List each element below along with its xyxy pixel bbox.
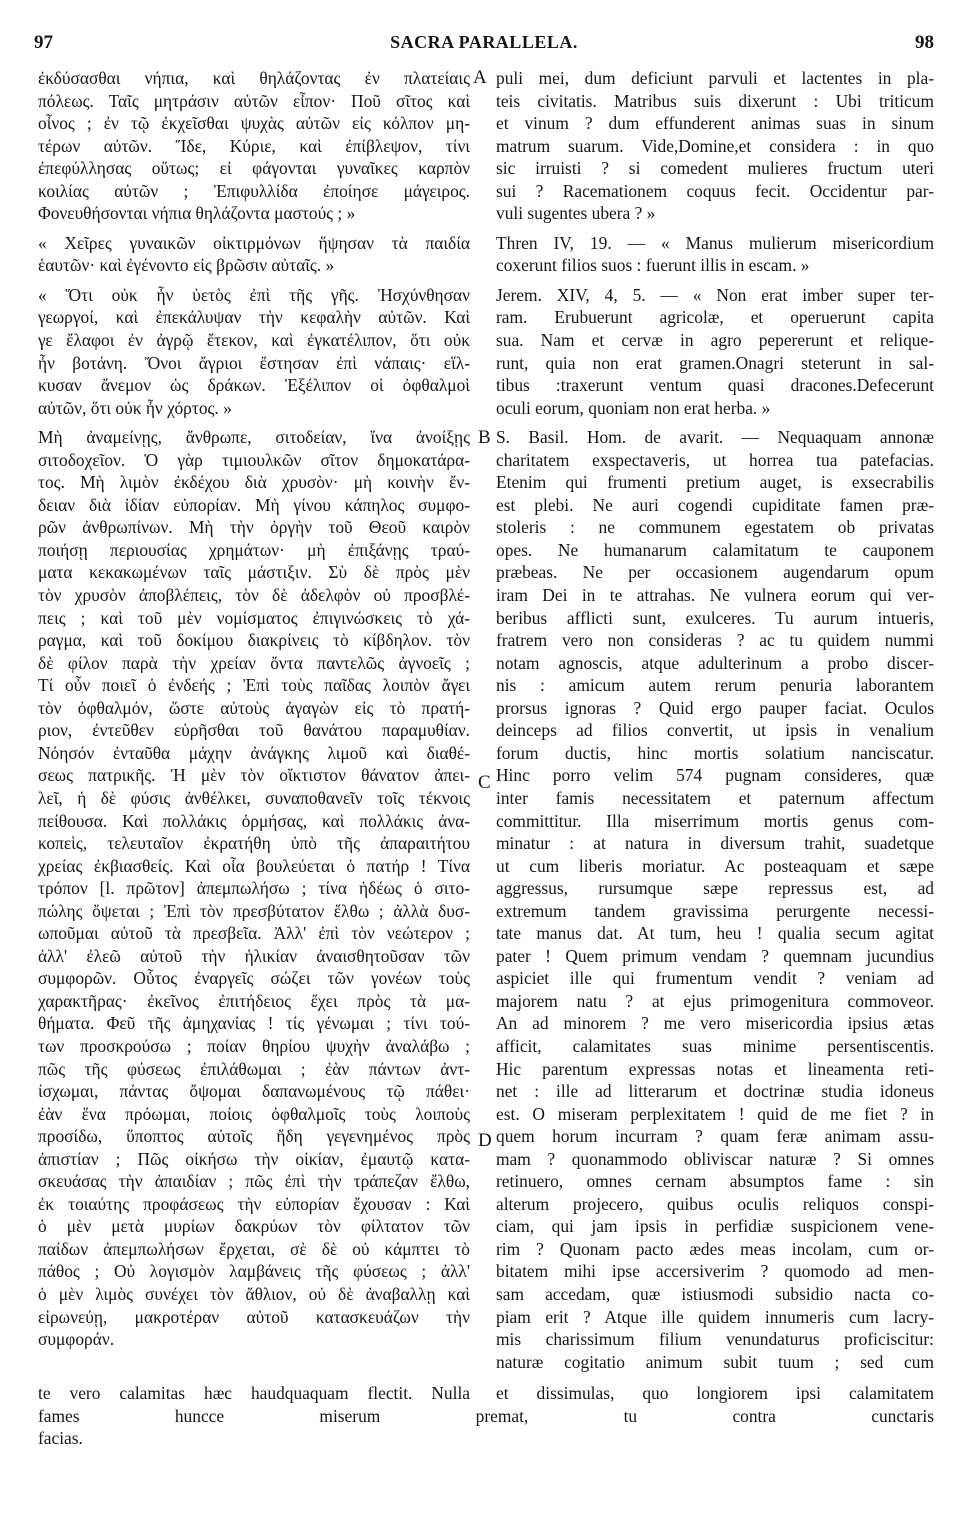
latin-text-line: S. Basil. Hom. de avarit. — Nequaquam annonæ: [496, 427, 934, 448]
greek-text-line: πόλεως. Ταῖς μητράσιν αὐτῶν εἶπον· Ποῦ σῖτος καὶ: [38, 90, 470, 111]
greek-text-line: κυσαν ἄνεμον ὡς δράκων. Ἐξέλιπον οἱ ὀφθαλμοὶ: [38, 375, 470, 396]
greek-text-line: « Ὅτι οὐκ ἦν ὑετὸς ἐπὶ τῆς γῆς. Ἠσχύνθησαν: [38, 284, 470, 305]
greek-text-line: ρῶν ἀνθρωπίνων. Μὴ τὴν ὀργὴν τοῦ Θεοῦ καιρὸν: [38, 517, 470, 538]
paragraph-gap: [38, 419, 470, 426]
greek-text-line: κοπεὶς, τελευταῖον ἐκρατήθη ὑπὸ τῆς ἀπαραιτήτου: [38, 833, 470, 854]
margin-marker-a: A: [473, 67, 487, 88]
greek-text-line: ἐπεφύλλησας οὕτως; εἰ φάγονται γυναῖκες καρπὸν: [38, 158, 470, 179]
latin-text-line: naturæ cogitatio animum subit tuum ; sed cum: [496, 1351, 934, 1372]
latin-text-line: oculi eorum, quoniam non erat herba. »: [496, 397, 771, 418]
greek-text-line: γε ἔλαφοι ἐν ἀγρῷ ἔτεκον, καὶ ἐγκατέλιπον, ὅτι οὐκ: [38, 330, 470, 351]
paragraph-gap: [38, 225, 470, 232]
greek-text-line: πείθουσα. Καὶ πολλάκις ὁρμήσας, καὶ πολλάκις ἀνα-: [38, 810, 470, 831]
greek-text-line: τρόπον [l. πρῶτον] ἀπεμπωλήσω ; τίνα ἡδέως ὁ σιτο-: [38, 878, 470, 899]
latin-text-line: An ad minorem ? me vero misericordia ipsius ætas: [496, 1013, 934, 1034]
latin-text-line: retinuero, omnes cernam absumptos fame : sin: [496, 1171, 934, 1192]
latin-text-line: ram. Erubuerunt agricolæ, et operuerunt capita: [496, 307, 934, 328]
paragraph-gap: [496, 277, 934, 284]
latin-text-line: ut cum liberis moriatur. Ac posteaquam et sæpe: [496, 855, 934, 876]
greek-text-line: Τί οὖν ποιεῖ ὁ ἐνδεής ; Ἐπὶ τοὺς παῖδας λοιπὸν ἄγει: [38, 675, 470, 696]
greek-text-line: κοιλίας αὐτῶν ; Ἐπιφυλλίδα ἐποίησε μάγειρος.: [38, 180, 470, 201]
latin-text-line: et vinum ? dum effunderent animas suas in sinum: [496, 113, 934, 134]
greek-text-line: σκευάσας τὴν ἀπαιδίαν ; πῶς ἐπὶ τὴν τράπεζαν ἔλθω,: [38, 1171, 470, 1192]
latin-text-line: mam ? quonammodo obliviscar naturæ ? Si omnes: [496, 1148, 934, 1169]
greek-text-line: Μὴ ἀναμείνῃς, ἄνθρωπε, σιτοδείαν, ἵνα ἀνοίξῃς: [38, 427, 470, 448]
latin-text-line: Etenim qui frumenti pretium auget, is exsecrabilis: [496, 472, 934, 493]
latin-text-line: sam accedam, quæ istiusmodi subsidio nacta co-: [496, 1283, 934, 1304]
greek-text-line: προσίδω, ὕποπτος αὐτοῖς ἤδη γεγενημένος πρὸς: [38, 1126, 470, 1147]
latin-text-line: nis : amicum autem rerum penuria laborantem: [496, 675, 934, 696]
greek-text-line: σεως πατρικῆς. Ἡ μὲν τὸν οἴκτιστον θάνατον ἀπει-: [38, 765, 470, 786]
greek-text-line: ἐὰν ἕνα πρόωμαι, ποίοις ὀφθαλμοῖς τοὺς λοιποὺς: [38, 1103, 470, 1124]
latin-text-line: est plebi. Ne auri cogendi cupiditate famen præ-: [496, 494, 934, 515]
greek-text-line: δειαν διὰ ἰδίαν εὐπορίαν. Μὴ γίνου κάπηλος συμφο-: [38, 494, 470, 515]
latin-text-line: mis charissimum filium venundaturus proficiscitur:: [496, 1329, 934, 1350]
greek-text-line: δὲ φίλον παρὰ τὴν χρείαν ὄντα παντελῶς ἀγνοεῖς ;: [38, 652, 470, 673]
greek-text-line: ποιήσῃ περιουσίας χρημάτων· μὴ ἐπιξάνῃς τραύ-: [38, 539, 470, 560]
latin-text-line: sic irruisti ? si comedent mulieres fructum uteri: [496, 158, 934, 179]
latin-text-line: aspiciet ille qui frumentum vendit ? veniam ad: [496, 968, 934, 989]
latin-text-line: beribus afflicti sunt, exulceres. Tu aurum intueris,: [496, 607, 934, 628]
greek-text-line: χρείας ἐκβιασθείς. Καὶ οἷα βουλεύεται ὁ πατήρ ! Τίνα: [38, 855, 470, 876]
closing-line: fames huncce miserum premat, tu contra cunctaris: [38, 1405, 934, 1426]
closing-paragraph: [38, 1382, 934, 1450]
greek-text-line: θήματα. Φεῦ τῆς ἀμηχανίας ! τίς γένωμαι ; τίνι τού-: [38, 1013, 470, 1034]
greek-text-line: ὁ μὲν λιμὸς συνέχει τὸν ἄθλιον, οὐ δὲ ἀναβαλλῃ καὶ: [38, 1283, 470, 1304]
paragraph-gap: [496, 419, 934, 426]
latin-text-line: tibus :traxerunt ventum quasi dracones.Defecerunt: [496, 375, 934, 396]
latin-text-line: inter famis necessitatem et paternum affectum: [496, 787, 934, 808]
latin-text-line: sua. Nam et cervæ in agro pepererunt et relique-: [496, 330, 934, 351]
latin-text-line: majorem natu ? at ejus primogenitura commoveor.: [496, 990, 934, 1011]
greek-text-line: γεωργοί, καὶ ἐπεκάλυψαν τὴν κεφαλὴν αὐτῶν. Καὶ: [38, 307, 470, 328]
greek-text-line: λεῖ, ἡ δὲ φύσις ἀνθέλκει, συναποθανεῖν τοῖς τέκνοις: [38, 787, 470, 808]
latin-text-line: stoleris : ne communem egestatem ob privatas: [496, 517, 934, 538]
greek-text-line: χαρακτῆρας· ἐκεῖνος ἐπιτήδειος ἔχει πρὸς τὰ μα-: [38, 990, 470, 1011]
latin-text-line: puli mei, dum deficiunt parvuli et lactentes in pla-: [496, 68, 934, 88]
greek-text-line: τὸν χρυσὸν ἀποβλέπεις, τὸν δὲ ἀδελφὸν οὐ προσβλέ-: [38, 585, 470, 606]
greek-text-line: ριον, ἐντεῦθεν εὑρῆσθαι τοῦ θανάτου παραμυθίαν.: [38, 720, 470, 741]
greek-text-line: ἦν βοτάνη. Ὄνοι ἄγριοι ἔστησαν ἐπὶ νάπαις· εἵλ-: [38, 352, 470, 373]
greek-text-line: ίσχωμαι, πάντας ὄψομαι δαπανωμένους τῷ πάθει·: [38, 1081, 470, 1102]
running-title: SACRA PARALLELA.: [390, 32, 578, 52]
page-number-left: 97: [34, 32, 53, 53]
greek-text-line: σιτοδοχεῖον. Ὁ γὰρ τιμιουλκῶν σῖτον δημοκατάρα-: [38, 449, 470, 470]
greek-text-line: ἑαυτῶν· καὶ ἐγένοντο εἰς βρῶσιν αὐταῖς. »: [38, 255, 335, 276]
greek-text-line: των προσκρούσω ; ποίαν θηρίου ψυχὴν ἀναλάβω ;: [38, 1035, 470, 1056]
latin-text-line: prorsus ignoras ? Quid ergo pauper faciat. Oculos: [496, 697, 934, 718]
greek-text-line: πεις ; καὶ τοῦ μὲν νομίσματος ἐπιγινώσκεις τὸ χά-: [38, 607, 470, 628]
latin-text-line: piam erit ? Atque ille quidem innumeris cum lacry-: [496, 1306, 934, 1327]
latin-text-line: deinceps ad filios convertit, ut ipsis in venalium: [496, 720, 934, 741]
greek-text-line: ἐκδύσασθαι νήπια, καὶ θηλάζοντας ἐν πλατείαις: [38, 68, 470, 88]
latin-text-line: alterum projecero, quibus oculis reliquos conspi-: [496, 1193, 934, 1214]
greek-text-line: Νόησόν ἐνταῦθα μάχην ἀνάγκης λιμοῦ καὶ διαθέ-: [38, 742, 470, 763]
latin-text-line: opes. Ne humanarum calamitatum te cauponem: [496, 539, 934, 560]
greek-text-line: συμφορῶν. Οὗτος ἐναργεῖς σώζει τῶν γονέων τοὺς: [38, 968, 470, 989]
greek-text-line: ὁ μὲν μετὰ μυρίων δακρύων τὸν φίλτατον τῶν: [38, 1216, 470, 1237]
latin-column: [496, 67, 934, 1373]
latin-text-line: afficit, calamitates suas minime persentiscentis.: [496, 1035, 934, 1056]
greek-text-line: παίδων ἀπεμπωλήσων ἔρχεται, σὲ δὲ οὐ κάμπτει τὸ: [38, 1238, 470, 1259]
greek-text-line: ραγμα, καὶ τοῦ δοκίμου διακρίνεις τὸ κίβδηλον. τὸν: [38, 630, 470, 651]
latin-text-line: charitatem exspectaveris, ut horrea tua patefacias.: [496, 449, 934, 470]
latin-text-line: Thren IV, 19. — « Manus mulierum misericordium: [496, 232, 934, 253]
latin-text-line: sui ? Racemationem coquus fecit. Occidentur par-: [496, 180, 934, 201]
greek-text-line: συμφοράν.: [38, 1329, 115, 1350]
greek-text-line: τὸν ὀφθαλμόν, ὥστε αὐτοὺς ἀγαγὼν εἰς τὸ πρατή-: [38, 697, 470, 718]
latin-text-line: quem horum incurram ? quam feræ animam assu-: [496, 1126, 934, 1147]
latin-text-line: tate manus dat. At tum, heu ! qualia secum agitat: [496, 923, 934, 944]
paragraph-gap: [496, 225, 934, 232]
greek-text-line: πάθος ; Οὐ λογισμὸν λαμβάνεις τῆς φύσεως ; ἀλλ': [38, 1261, 470, 1282]
greek-text-line: « Χεῖρες γυναικῶν οἰκτιρμόνων ἥψησαν τὰ παιδία: [38, 232, 470, 253]
margin-marker-c: C: [478, 772, 491, 793]
margin-marker-d: D: [478, 1130, 492, 1151]
greek-text-line: αὐτῶν, ὅτι οὐκ ἦν χόρτος. »: [38, 397, 232, 418]
latin-text-line: Hic parentum expressas notas et lineamenta reti-: [496, 1058, 934, 1079]
latin-text-line: ciam, qui jam ipsis in perfidiæ suspicionem vene-: [496, 1216, 934, 1237]
closing-line-right: et dissimulas, quo longiorem ipsi calamitatem: [496, 1383, 934, 1403]
latin-text-line: Jerem. XIV, 4, 5. — « Non erat imber super ter-: [496, 284, 934, 305]
latin-text-line: net : ille ad litterarum et doctrinæ studia idoneus: [496, 1081, 934, 1102]
latin-text-line: extremum tandem gravissima perurgente necessi-: [496, 900, 934, 921]
latin-text-line: minatur : at natura in diversum trahit, suadetque: [496, 833, 934, 854]
latin-text-line: aggressus, rursumque sæpe repressus est, ad: [496, 878, 934, 899]
latin-text-line: pater ! Quem primum vendam ? quemnam jucundius: [496, 945, 934, 966]
greek-text-line: τέρων αὐτῶν. Ἴδε, Κύριε, καὶ ἐπίβλεψον, τίνι: [38, 135, 470, 156]
latin-text-line: est. O miseram perplexitatem ! quid de me fiet ? in: [496, 1103, 934, 1124]
latin-text-line: rim ? Quonam pacto ædes meas incolam, cum or-: [496, 1238, 934, 1259]
latin-text-line: vuli sugentes ubera ? »: [496, 203, 656, 224]
greek-text-line: ἀπιστίαν ; Πῶς οἰκήσω τὴν οἰκίαν, ἐμαυτῷ κατα-: [38, 1148, 470, 1169]
greek-text-line: τος. Μὴ λιμὸν ἐκδέχου διὰ χρυσὸν· μὴ κοινὴν ἔν-: [38, 472, 470, 493]
greek-text-line: ωποῦμαι αὐτοῦ τὰ πρεσβεῖα. Ἀλλ' ἐπὶ τὸν νεώτερον ;: [38, 923, 470, 944]
latin-text-line: coxerunt filios suos : fuerunt illis in escam. »: [496, 255, 810, 276]
closing-line-left: te vero calamitas hæc haudquaquam flectit. Nulla: [38, 1383, 470, 1403]
closing-line: facias.: [38, 1428, 83, 1448]
latin-text-line: teis civitatis. Matribus suis dixerunt : Ubi triticum: [496, 90, 934, 111]
greek-text-line: ματα κεκακωμένων ταῖς μάστιξιν. Σὺ δὲ πρὸς μὲν: [38, 562, 470, 583]
latin-text-line: runt, quia non erat gramen.Onagri steterunt in sal-: [496, 352, 934, 373]
latin-text-line: forum ductis, hinc mortis solatium nanciscatur.: [496, 742, 934, 763]
greek-column: [38, 67, 470, 1351]
page-header: [34, 32, 934, 58]
page-number-right: 98: [915, 32, 934, 53]
greek-text-line: οἶνος ; ἐν τῷ ἐκχεῖσθαι ψυχὰς αὐτῶν εἰς κόλπον μη-: [38, 113, 470, 134]
greek-text-line: ἐκ τοιαύτης προφάσεως τὴν εὐπορίαν ἔχουσαν : Καὶ: [38, 1193, 470, 1214]
latin-text-line: præbeas. Ne per occasionem augendarum opum: [496, 562, 934, 583]
greek-text-line: πῶς τῆς φύσεως ἐπιλάθωμαι ; ἐὰν πάντων ἀντ-: [38, 1058, 470, 1079]
greek-text-line: εἰρωνεύῃ, μακροτέραν αὐτοῦ κατασκευάζων τὴν: [38, 1306, 470, 1327]
latin-text-line: committitur. Illa miserrimum mortis genus com-: [496, 810, 934, 831]
latin-text-line: fratrem vero non consideras ? ac tu quidem nummi: [496, 630, 934, 651]
latin-text-line: bitatem mihi ipse accersiverim ? quomodo ad men-: [496, 1261, 934, 1282]
latin-text-line: notam agnoscis, atque adulterinum a probo discer-: [496, 652, 934, 673]
greek-text-line: ἀλλ' ἐλεῶ αὐτοῦ τὴν ἡλικίαν ἀναισθητοῦσαν τῶν: [38, 945, 470, 966]
latin-text-line: Hinc porro velim 574 pugnam consideres, quæ: [496, 765, 934, 786]
greek-text-line: πώλης ὄψεται ; Ἐπὶ τὸν πρεσβύτατον ἔλθω ; ἀλλὰ δυσ-: [38, 900, 470, 921]
paragraph-gap: [38, 277, 470, 284]
latin-text-line: matrum suarum. Vide,Domine,et considera : in quo: [496, 135, 934, 156]
latin-text-line: iram Dei in te attrahas. Ne vulnera eorum qui ver-: [496, 585, 934, 606]
margin-marker-b: B: [478, 427, 491, 448]
greek-text-line: Φονευθήσονται νήπια θηλάζοντα μαστούς ; »: [38, 203, 356, 224]
